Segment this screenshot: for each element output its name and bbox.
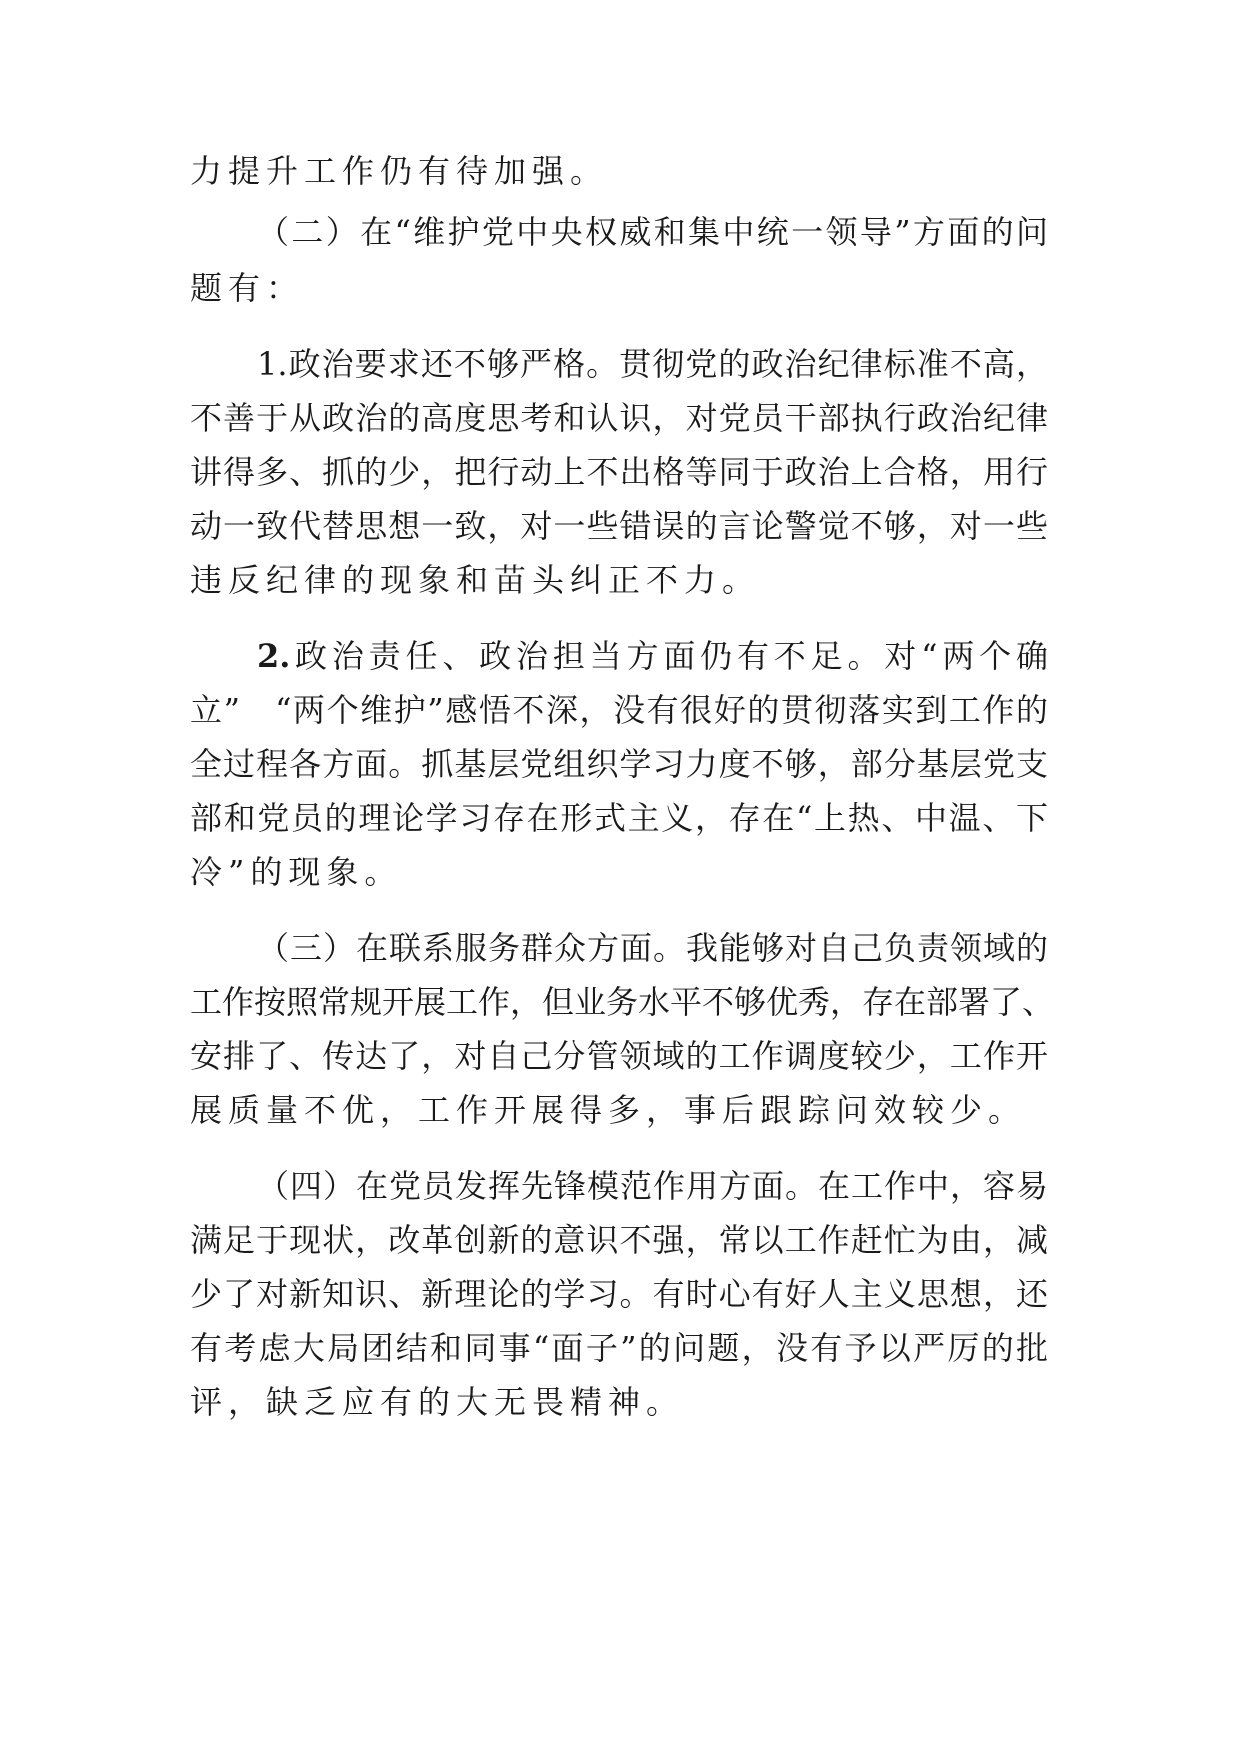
text-line: 工作按照常规开展工作，但业务水平不够优秀，存在部署了、 — [190, 983, 1055, 1021]
text-line: 展质量不优，工作开展得多，事后跟踪问效较少。 — [190, 1091, 1027, 1129]
text-line: 违反纪律的现象和苗头纠正不力。 — [190, 561, 761, 599]
text-line: 立” “两个维护”感悟不深，没有很好的贯彻落实到工作的 — [190, 691, 1048, 729]
text-line: 题有： — [190, 269, 305, 307]
text-line: 安排了、传达了，对自己分管领域的工作调度较少，工作开 — [190, 1037, 1048, 1075]
list-item-heading: 政治责任、政治担当方面仍有不足。对“两个确 — [295, 637, 1048, 675]
text-line: 冷”的现象。 — [190, 853, 403, 891]
text-line: 讲得多、抓的少，把行动上不出格等同于政治上合格，用行 — [190, 453, 1048, 491]
list-item-heading: 1.政治要求还不够严格。贯彻党的政治纪律标准不高， — [257, 345, 1048, 383]
section-heading: （二）在“维护党中央权威和集中统一领导”方面的问 — [257, 213, 1048, 251]
section-heading: （四）在党员发挥先锋模范作用方面。在工作中，容易 — [257, 1167, 1048, 1205]
list-item-number: 2. — [257, 637, 291, 675]
text-line: 力提升工作仍有待加强。 — [190, 152, 609, 190]
text-line: 不善于从政治的高度思考和认识，对党员干部执行政治纪律 — [190, 399, 1048, 437]
text-line: 有考虑大局团结和同事“面子”的问题，没有予以严厉的批 — [190, 1329, 1048, 1367]
text-line: 评，缺乏应有的大无畏精神。 — [190, 1383, 685, 1421]
text-line: 部和党员的理论学习存在形式主义，存在“上热、中温、下 — [190, 799, 1048, 837]
text-line: 满足于现状，改革创新的意识不强，常以工作赶忙为由，减 — [190, 1221, 1048, 1259]
text-line: 全过程各方面。抓基层党组织学习力度不够，部分基层党支 — [190, 745, 1048, 783]
text-line: 少了对新知识、新理论的学习。有时心有好人主义思想，还 — [190, 1275, 1048, 1313]
text-line: 动一致代替思想一致，对一些错误的言论警觉不够，对一些 — [190, 507, 1048, 545]
section-heading: （三）在联系服务群众方面。我能够对自己负责领域的 — [257, 929, 1048, 967]
